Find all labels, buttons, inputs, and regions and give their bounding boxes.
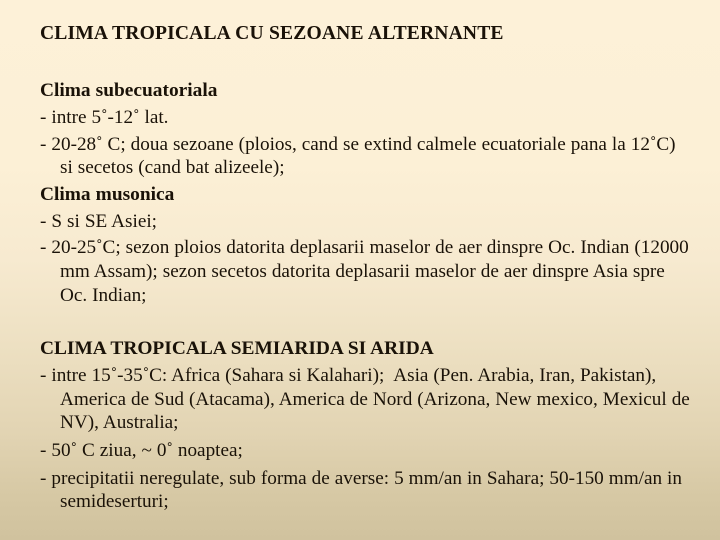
bullet-semiarida-regions: - intre 15˚-35˚C: Africa (Sahara si Kalahari); Asia (Pen. Arabia, Iran, Pakistan), America de Sud (Atacama), America de Nord (Arizona, New mexico, Mexicul de NV), Australia; — [40, 365, 695, 434]
section-heading-clima-semiarida-arida: CLIMA TROPICALA SEMIARIDA SI ARIDA — [40, 338, 434, 360]
bullet-musonica-region: - S si SE Asiei; — [40, 210, 158, 232]
bullet-subecuatoriala-latitude: - intre 5˚-12˚ lat. — [40, 107, 169, 128]
title-spacer — [40, 46, 692, 79]
section-spacer — [40, 307, 692, 337]
section-heading-clima-musonica: Clima musonica — [40, 183, 175, 205]
bullet-musonica-temperature-seasons: - 20-25˚C; sezon ploios datorita deplasarii maselor de aer dinspre Oc. Indian (12000 mm Assam); sezon secetos datorita deplasarii maselor de aer dinspre Asia spre Oc. Indian; — [40, 237, 694, 306]
bullet-semiarida-day-night-temperature: - 50˚ C ziua, ~ 0˚ noaptea; — [40, 439, 243, 461]
bullet-subecuatoriala-temperature-seasons: - 20-28˚ C; doua sezoane (ploios, cand se extind calmele ecuatoriale pana la 12˚C) si secetos (cand bat alizeele); — [40, 133, 681, 179]
slide-content-body — [40, 22, 695, 514]
section-heading-clima-subecuatoriala: Clima subecuatoriala — [40, 80, 218, 101]
slide-title: CLIMA TROPICALA CU SEZOANE ALTERNANTE — [40, 23, 504, 44]
bullet-semiarida-precipitation: - precipitatii neregulate, sub forma de averse: 5 mm/an in Sahara; 50-150 mm/an in semideserturi; — [40, 467, 687, 513]
